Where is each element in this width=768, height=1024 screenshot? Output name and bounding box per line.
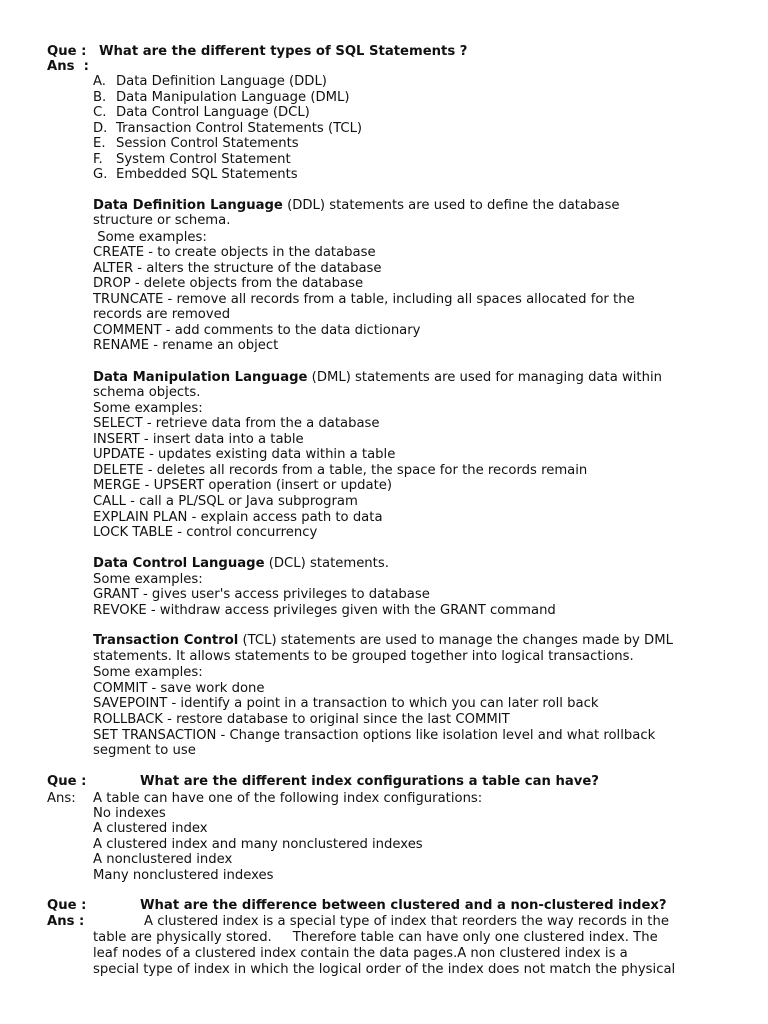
list-item: System Control Statement bbox=[116, 152, 291, 167]
q3-answer-line: A clustered index is a special type of index that reorders the way records in the bbox=[144, 914, 669, 929]
dml-examples-label: Some examples: bbox=[93, 401, 203, 416]
q1-question: What are the different types of SQL Statements ? bbox=[99, 44, 468, 59]
q1-ans-label: Ans : bbox=[47, 59, 89, 74]
dcl-examples-label: Some examples: bbox=[93, 572, 203, 587]
list-item: Embedded SQL Statements bbox=[116, 167, 298, 182]
ddl-example: COMMENT - add comments to the data dictionary bbox=[93, 323, 421, 338]
ddl-examples-label: Some examples: bbox=[93, 230, 207, 245]
list-letter: B. bbox=[93, 90, 107, 105]
list-item: Session Control Statements bbox=[116, 136, 299, 151]
q3-que-label: Que : bbox=[47, 898, 87, 913]
list-item: Data Control Language (DCL) bbox=[116, 105, 310, 120]
tcl-example: segment to use bbox=[93, 743, 196, 758]
dcl-heading: Data Control Language bbox=[93, 556, 265, 571]
ddl-example: ALTER - alters the structure of the database bbox=[93, 261, 382, 276]
dml-example: SELECT - retrieve data from the a database bbox=[93, 416, 380, 431]
tcl-example: SAVEPOINT - identify a point in a transaction to which you can later roll back bbox=[93, 696, 599, 711]
dcl-intro-line bbox=[93, 556, 389, 571]
dml-heading: Data Manipulation Language bbox=[93, 370, 308, 385]
q2-answer-line: A table can have one of the following index configurations: bbox=[93, 791, 483, 806]
ddl-example: CREATE - to create objects in the database bbox=[93, 245, 376, 260]
dml-intro-2: schema objects. bbox=[93, 385, 201, 400]
tcl-intro-line bbox=[93, 633, 673, 648]
q2-answer-line: Many nonclustered indexes bbox=[93, 868, 274, 883]
q1-que-label: Que : bbox=[47, 44, 87, 59]
ddl-example: DROP - delete objects from the database bbox=[93, 276, 364, 291]
q2-ans-label: Ans: bbox=[47, 791, 76, 806]
list-letter: F. bbox=[93, 152, 103, 167]
q3-question: What are the difference between clustered and a non-clustered index? bbox=[140, 898, 667, 913]
q3-answer-line: special type of index in which the logical order of the index does not match the physical bbox=[93, 962, 676, 977]
tcl-example: ROLLBACK - restore database to original since the last COMMIT bbox=[93, 712, 510, 727]
list-letter: C. bbox=[93, 105, 107, 120]
list-item: Transaction Control Statements (TCL) bbox=[116, 121, 363, 136]
tcl-example: SET TRANSACTION - Change transaction options like isolation level and what rollback bbox=[93, 728, 656, 743]
dml-intro: (DML) statements are used for managing data within bbox=[307, 370, 662, 385]
ddl-intro: (DDL) statements are used to define the database bbox=[282, 198, 620, 213]
ddl-intro-line bbox=[93, 198, 619, 213]
q3-ans-label: Ans : bbox=[47, 914, 85, 929]
ddl-heading: Data Definition Language bbox=[93, 198, 283, 213]
q2-question: What are the different index configurations a table can have? bbox=[140, 774, 599, 789]
dml-intro-line bbox=[93, 370, 662, 385]
ddl-intro-2: structure or schema. bbox=[93, 213, 231, 228]
q3-answer-line: leaf nodes of a clustered index contain the data pages.A non clustered index is a bbox=[93, 946, 628, 961]
list-item: Data Manipulation Language (DML) bbox=[116, 90, 350, 105]
tcl-example: COMMIT - save work done bbox=[93, 681, 265, 696]
q2-answer-line: No indexes bbox=[93, 806, 166, 821]
ddl-example: records are removed bbox=[93, 307, 231, 322]
dml-example: CALL - call a PL/SQL or Java subprogram bbox=[93, 494, 358, 509]
list-letter: D. bbox=[93, 121, 108, 136]
dml-example: EXPLAIN PLAN - explain access path to data bbox=[93, 510, 383, 525]
tcl-examples-label: Some examples: bbox=[93, 665, 203, 680]
dml-example: UPDATE - updates existing data within a table bbox=[93, 447, 396, 462]
q3-answer-line: table are physically stored. Therefore table can have only one clustered index. The bbox=[93, 930, 658, 945]
q2-answer-line: A clustered index bbox=[93, 821, 208, 836]
q2-answer-line: A nonclustered index bbox=[93, 852, 233, 867]
list-letter: E. bbox=[93, 136, 106, 151]
list-letter: G. bbox=[93, 167, 108, 182]
dcl-example: GRANT - gives user's access privileges to database bbox=[93, 587, 430, 602]
dml-example: DELETE - deletes all records from a table, the space for the records remain bbox=[93, 463, 588, 478]
tcl-heading: Transaction Control bbox=[93, 633, 239, 648]
dml-example: MERGE - UPSERT operation (insert or update) bbox=[93, 478, 393, 493]
dml-example: LOCK TABLE - control concurrency bbox=[93, 525, 318, 540]
tcl-intro: (TCL) statements are used to manage the changes made by DML bbox=[238, 633, 673, 648]
q2-answer-line: A clustered index and many nonclustered indexes bbox=[93, 837, 423, 852]
list-letter: A. bbox=[93, 74, 106, 89]
dcl-intro: (DCL) statements. bbox=[264, 556, 389, 571]
tcl-intro-2: statements. It allows statements to be grouped together into logical transactions. bbox=[93, 649, 634, 664]
q2-que-label: Que : bbox=[47, 774, 87, 789]
list-item: Data Definition Language (DDL) bbox=[116, 74, 327, 89]
ddl-example: RENAME - rename an object bbox=[93, 338, 279, 353]
dcl-example: REVOKE - withdraw access privileges given with the GRANT command bbox=[93, 603, 556, 618]
ddl-example: TRUNCATE - remove all records from a table, including all spaces allocated for the bbox=[93, 292, 635, 307]
dml-example: INSERT - insert data into a table bbox=[93, 432, 304, 447]
